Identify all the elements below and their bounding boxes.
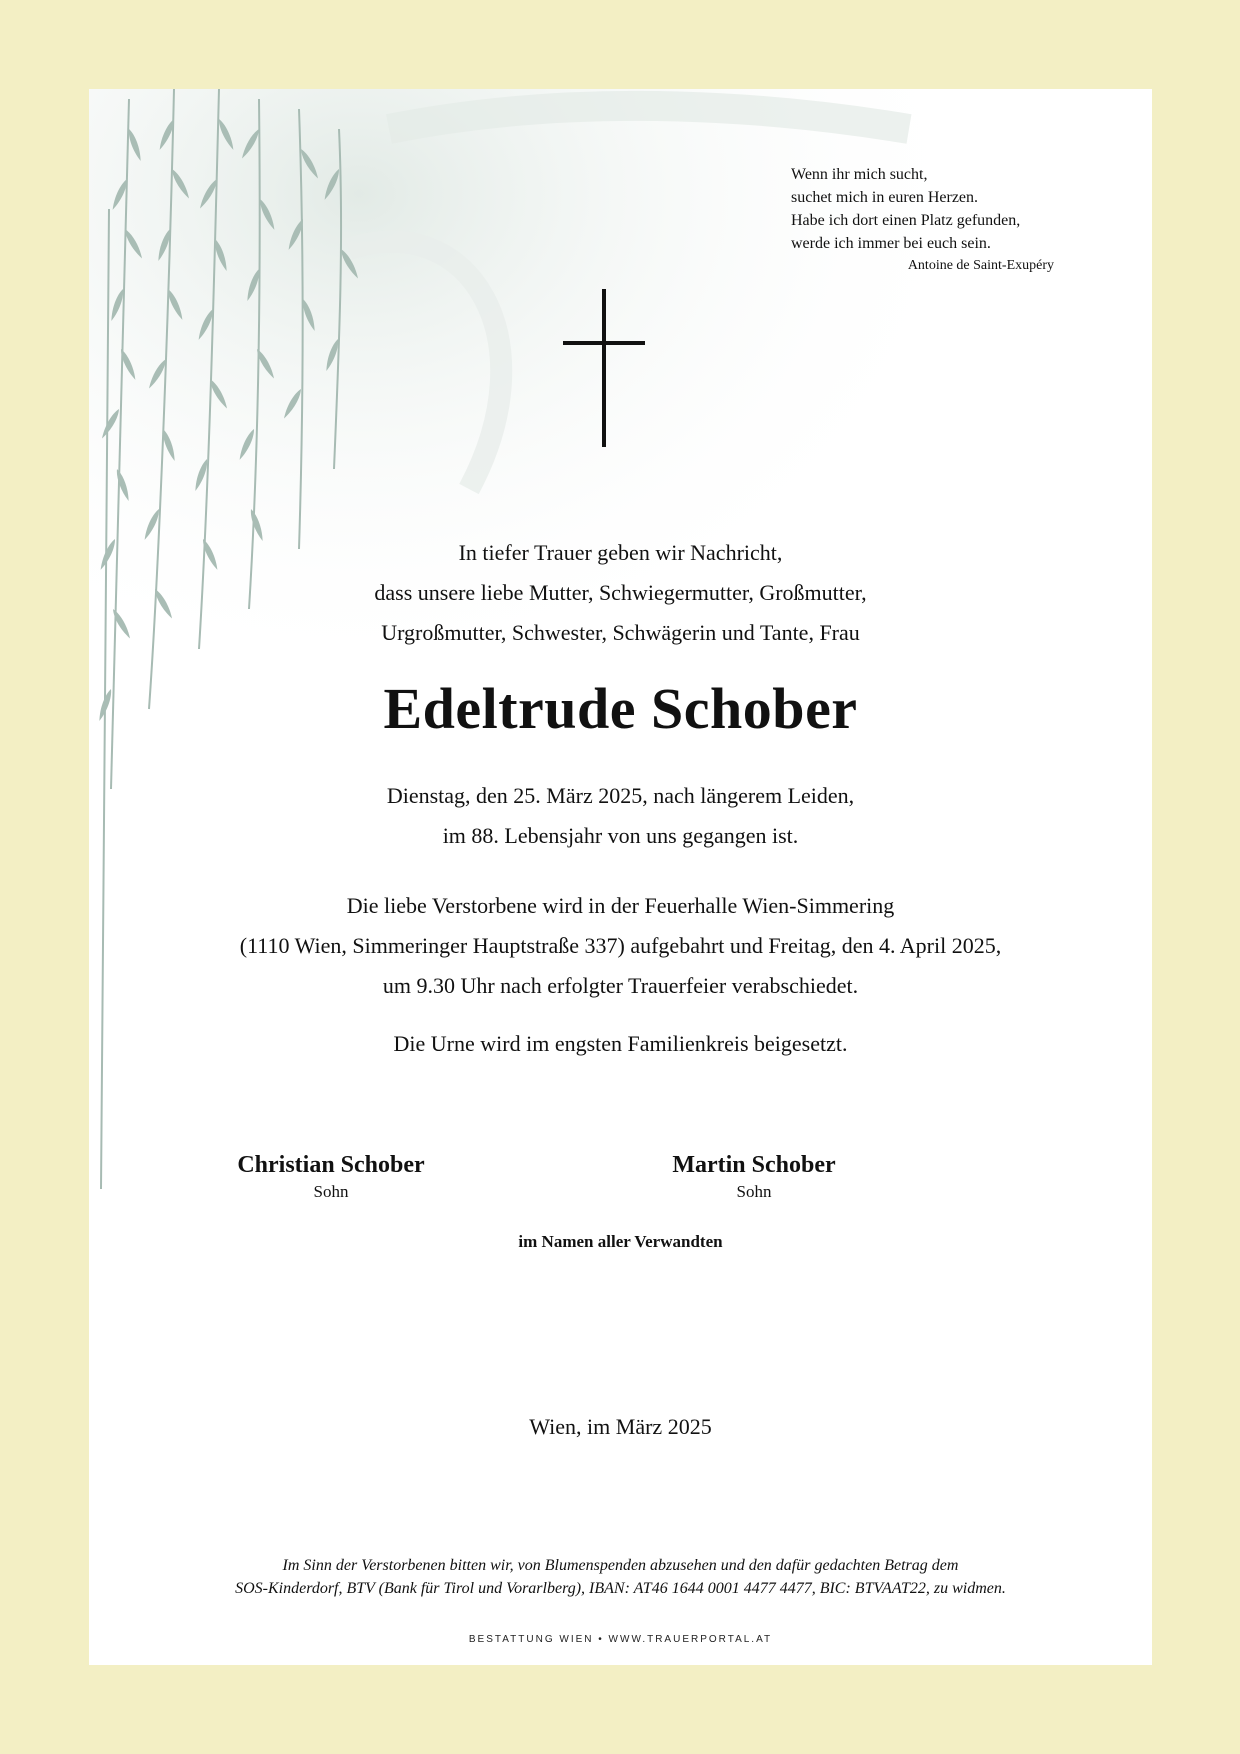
relatives-note: im Namen aller Verwandten (518, 1232, 723, 1251)
place-date: Wien, im März 2025 (529, 1414, 712, 1439)
mourner-relation: Sohn (736, 1182, 772, 1201)
urn-notice: Die Urne wird im engsten Familienkreis beigesetzt. (393, 1031, 848, 1056)
death-line: Dienstag, den 25. März 2025, nach längerem Leiden, (386, 783, 855, 808)
donation-request (89, 1554, 1152, 1600)
mourner-christian (181, 1149, 481, 1203)
poem-line: werde ich immer bei euch sein. (791, 235, 991, 252)
cross-icon (563, 289, 645, 447)
obituary-card (89, 89, 1152, 1665)
intro-line: In tiefer Trauer geben wir Nachricht, (458, 540, 783, 565)
poem-line: Habe ich dort einen Platz gefunden, (791, 212, 1021, 229)
funeral-line: (1110 Wien, Simmeringer Hauptstraße 337) aufgebahrt und Freitag, den 4. April 2025, (239, 933, 1002, 958)
deceased-name: Edeltrude Schober (383, 676, 858, 741)
mourner-name: Christian Schober (237, 1152, 425, 1178)
mourner-martin (604, 1149, 904, 1203)
poem-quote (791, 163, 1081, 277)
funeral-line: um 9.30 Uhr nach erfolgter Trauerfeier verabschiedet. (382, 973, 859, 998)
footer-credits: BESTATTUNG WIEN • WWW.TRAUERPORTAL.AT (468, 1634, 773, 1645)
donation-line: SOS-Kinderdorf, BTV (Bank für Tirol und Vorarlberg), IBAN: AT46 1644 0001 4477 4477, BIC: BTVAAT22, zu widmen. (235, 1580, 1006, 1597)
donation-line: Im Sinn der Verstorbenen bitten wir, von Blumenspenden abzusehen und den dafür gedachten Betrag dem (282, 1557, 959, 1574)
mourner-name: Martin Schober (672, 1152, 836, 1178)
death-notice (89, 776, 1152, 856)
intro-line: Urgroßmutter, Schwester, Schwägerin und Tante, Frau (381, 620, 860, 645)
intro-line: dass unsere liebe Mutter, Schwiegermutter, Großmutter, (374, 580, 867, 605)
intro-text (89, 533, 1152, 653)
funeral-details (89, 886, 1152, 1006)
poem-author: Antoine de Saint-Exupéry (907, 258, 1054, 273)
death-line: im 88. Lebensjahr von uns gegangen ist. (442, 823, 799, 848)
poem-line: suchet mich in euren Herzen. (791, 189, 979, 206)
mourner-relation: Sohn (313, 1182, 349, 1201)
poem-line: Wenn ihr mich sucht, (791, 166, 928, 183)
funeral-line: Die liebe Verstorbene wird in der Feuerhalle Wien-Simmering (346, 893, 895, 918)
